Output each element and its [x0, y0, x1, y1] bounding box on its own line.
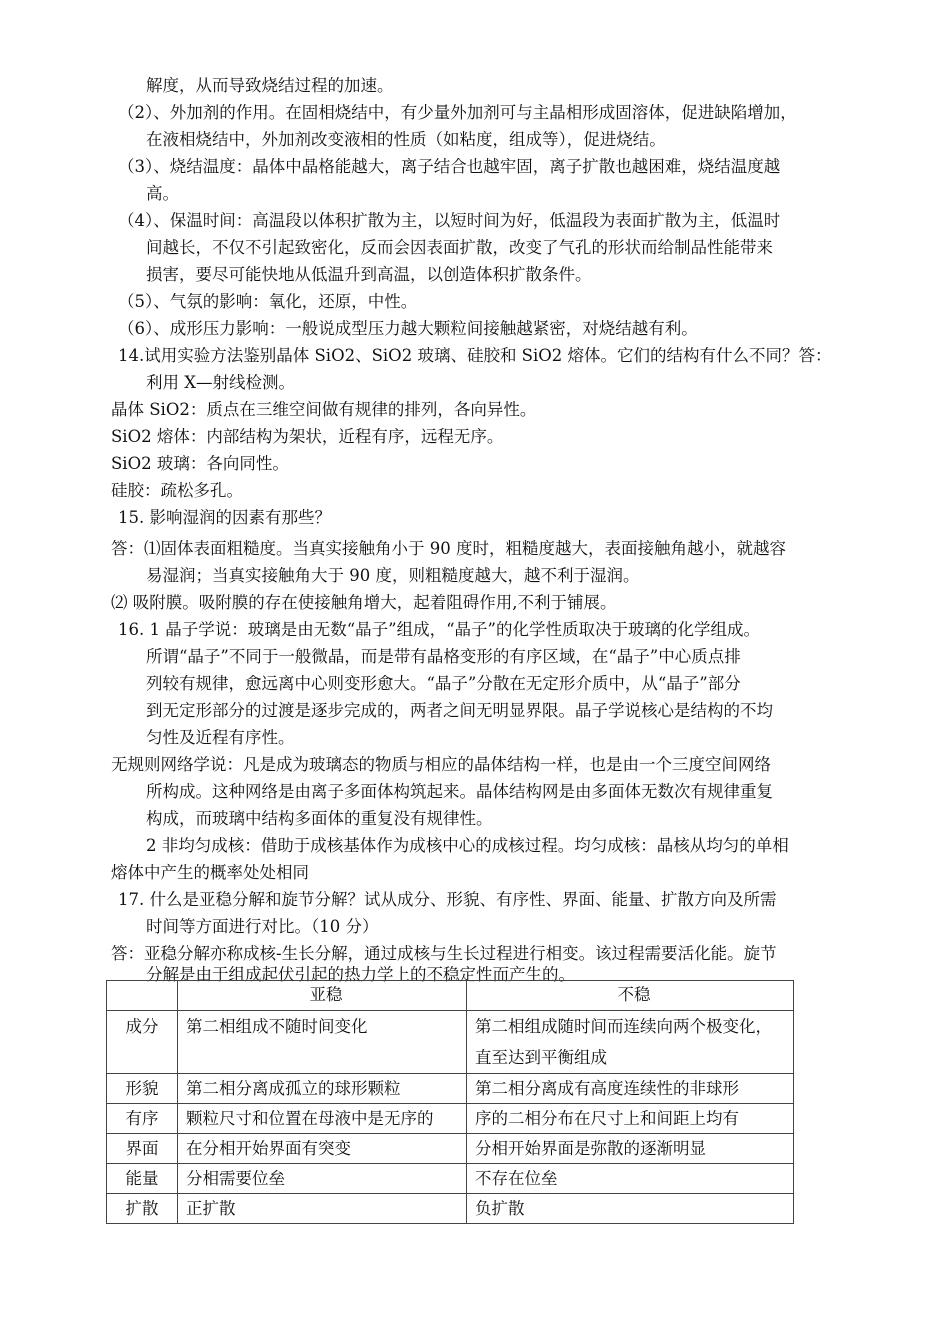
- text-line: 分解是由于组成起伏引起的热力学上的不稳定性而产生的。: [146, 965, 575, 984]
- text-line: （4）、保温时间：高温段以体积扩散为主，以短时间为好，低温段为表面扩散为主，低温时: [118, 211, 781, 230]
- metastable-cell: 正扩散: [178, 1194, 467, 1224]
- text-line: SiO2 玻璃：各向同性。: [111, 454, 289, 473]
- text-line: 列较有规律，愈远离中心则变形愈大。“晶子”分散在无定形介质中，从“晶子”部分: [146, 674, 741, 693]
- question-15: 15. 影响湿润的因素有那些？: [118, 508, 331, 527]
- table-row: [107, 1011, 794, 1074]
- text-line: 损害，要尽可能快地从低温升到高温，以创造体积扩散条件。: [146, 265, 592, 284]
- spinodal-cell: 分相开始界面是弥散的逐渐明显: [467, 1134, 794, 1164]
- text-line: 无规则网络学说：凡是成为玻璃态的物质与相应的晶体结构一样，也是由一个三度空间网络: [111, 755, 771, 774]
- text-line: 2 非均匀成核：借助于成核基体作为成核中心的成核过程。均匀成核：晶核从均匀的单相: [146, 836, 789, 855]
- table-header-cell: 亚稳: [178, 981, 467, 1011]
- text-line: 到无定形部分的过渡是逐步完成的，两者之间无明显界限。晶子学说核心是结构的不均: [146, 701, 773, 720]
- text-line: 解度，从而导致烧结过程的加速。: [146, 76, 394, 95]
- text-line: 熔体中产生的概率处处相同: [111, 863, 309, 882]
- metastable-cell: 在分相开始界面有突变: [178, 1134, 467, 1164]
- text-line: 高。: [146, 184, 179, 203]
- table-header-cell: [107, 981, 178, 1011]
- text-line: 答：亚稳分解亦称成核-生长分解，通过成核与生长过程进行相变。该过程需要活化能。旋节: [111, 944, 777, 963]
- metastable-cell: 分相需要位垒: [178, 1164, 467, 1194]
- row-label: 扩散: [107, 1194, 178, 1224]
- metastable-cell: 颗粒尺寸和位置在母液中是无序的: [178, 1104, 467, 1134]
- spinodal-cell: 第二相分离成有高度连续性的非球形: [467, 1074, 794, 1104]
- text-line: 所构成。这种网络是由离子多面体构筑起来。晶体结构网是由多面体无数次有规律重复: [146, 782, 773, 801]
- text-line: 利用 X—射线检测。: [146, 373, 295, 392]
- spinodal-cell: 第二相组成随时间而连续向两个极变化，直至达到平衡组成: [467, 1011, 794, 1074]
- text-line: 所谓“晶子”不同于一般微晶，而是带有晶格变形的有序区域，在“晶子”中心质点排: [146, 647, 741, 666]
- row-label: 界面: [107, 1134, 178, 1164]
- text-line: 时间等方面进行对比。（10 分）: [146, 917, 379, 936]
- table-header-row: [107, 981, 794, 1011]
- row-label: 形貌: [107, 1074, 178, 1104]
- spinodal-cell: 不存在位垒: [467, 1164, 794, 1194]
- row-label: 有序: [107, 1104, 178, 1134]
- text-line: 构成，而玻璃中结构多面体的重复没有规律性。: [146, 809, 493, 828]
- question-16: 16. 1 晶子学说：玻璃是由无数“晶子”组成，“晶子”的化学性质取决于玻璃的化学组成。: [118, 620, 760, 639]
- table-row: [107, 1074, 794, 1104]
- text-line: 匀性及近程有序性。: [146, 728, 295, 747]
- text-line: （2）、外加剂的作用。在固相烧结中，有少量外加剂可与主晶相形成固溶体，促进缺陷增加，: [118, 103, 797, 122]
- question-14: 14.试用实验方法鉴别晶体 SiO2、SiO2 玻璃、硅胶和 SiO2 熔体。它们的结构有什么不同？答：: [118, 346, 832, 365]
- table-row: [107, 1164, 794, 1194]
- text-line: 在液相烧结中，外加剂改变液相的性质（如粘度，组成等），促进烧结。: [146, 130, 666, 149]
- text-line: 间越长，不仅不引起致密化，反而会因表面扩散，改变了气孔的形状而给制品性能带来: [146, 238, 773, 257]
- spinodal-cell: 序的二相分布在尺寸上和间距上均有: [467, 1104, 794, 1134]
- table-header-cell: 不稳: [467, 981, 794, 1011]
- metastable-cell: 第二相组成不随时间变化: [178, 1011, 467, 1074]
- comparison-table: [106, 980, 794, 1224]
- text-line: （5）、气氛的影响：氧化，还原，中性。: [118, 292, 418, 311]
- table-row: [107, 1104, 794, 1134]
- row-label: 成分: [107, 1011, 178, 1074]
- table-row: [107, 1134, 794, 1164]
- text-line: 硅胶：疏松多孔。: [111, 481, 243, 500]
- metastable-cell: 第二相分离成孤立的球形颗粒: [178, 1074, 467, 1104]
- text-line: SiO2 熔体：内部结构为架状，近程有序，远程无序。: [111, 427, 504, 446]
- text-line: （3）、烧结温度：晶体中晶格能越大，离子结合也越牢固，离子扩散也越困难，烧结温度越: [118, 157, 781, 176]
- spinodal-cell: 负扩散: [467, 1194, 794, 1224]
- text-line: 答：⑴固体表面粗糙度。当真实接触角小于 90 度时，粗糙度越大，表面接触角越小，就越容: [111, 539, 786, 558]
- row-label: 能量: [107, 1164, 178, 1194]
- text-line: 易湿润；当真实接触角大于 90 度，则粗糙度越大，越不利于湿润。: [146, 566, 640, 585]
- table-row: [107, 1194, 794, 1224]
- text-line: ⑵ 吸附膜。吸附膜的存在使接触角增大，起着阻碍作用,不利于铺展。: [111, 593, 617, 612]
- text-line: 晶体 SiO2：质点在三维空间做有规律的排列，各向异性。: [111, 400, 537, 419]
- text-line: （6）、成形压力影响：一般说成型压力越大颗粒间接触越紧密，对烧结越有利。: [118, 319, 698, 338]
- question-17: 17. 什么是亚稳分解和旋节分解？试从成分、形貌、有序性、界面、能量、扩散方向及所需: [118, 890, 777, 909]
